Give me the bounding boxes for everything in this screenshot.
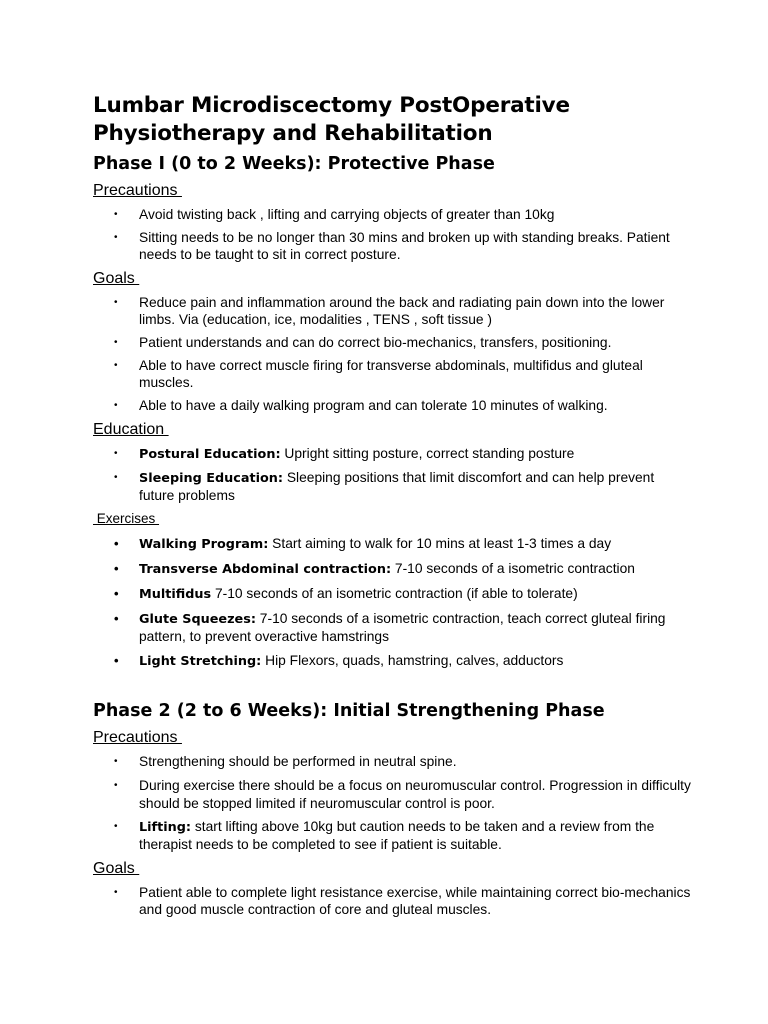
phase-1-goals-heading: Goals [93,270,140,287]
phase-1-exercises-heading: Exercises [93,511,160,526]
bullet-icon: • [114,472,118,483]
bullet-icon: • [114,297,118,308]
list-item: • Light Stretching: Hip Flexors, quads, hamstring, calves, adductors [114,653,564,669]
item-label: Walking Program: [139,537,269,552]
item-label: Lifting: [139,820,191,835]
bullet-icon: • [114,653,119,668]
list-item: • Strengthening should be performed in neutral spine. [114,754,457,769]
phase-2-goals-list [93,884,693,918]
phase-1-education-heading: Education [93,421,169,438]
document-body [93,92,693,918]
item-label: Light Stretching: [139,654,262,669]
bullet-icon: • [114,337,118,348]
bullet-icon: • [114,360,118,371]
phase-1-precautions-heading: Precautions [93,182,182,199]
phase-1-goals-list [93,294,693,414]
phase-1-heading: Phase I (0 to 2 Weeks): Protective Phase [93,154,495,174]
list-item: • Avoid twisting back , lifting and carrying objects of greater than 10kg [114,207,555,222]
list-item: • Glute Squeezes: 7-10 seconds of a isometric contraction, teach correct gluteal firing pattern, to prevent overactive hamstrings [114,611,666,644]
item-label: Transverse Abdominal contraction: [139,562,392,577]
phase-2-heading: Phase 2 (2 to 6 Weeks): Initial Strengthening Phase [93,701,605,721]
list-item: • Walking Program: Start aiming to walk for 10 mins at least 1-3 times a day [114,536,612,552]
item-label: Multifidus [139,587,212,602]
document-title: Lumbar Microdiscectomy PostOperative Physiotherapy and Rehabilitation [93,93,570,146]
bullet-icon: • [114,586,119,601]
list-item: • Able to have a daily walking program and can tolerate 10 minutes of walking. [114,398,608,413]
bullet-icon: • [114,561,119,576]
list-item: • During exercise there should be a focus on neuromuscular control. Progression in difficulty should be stopped limited if neuromuscular control is poor. [114,778,691,811]
phase-2-goals-heading: Goals [93,860,140,877]
bullet-icon: • [114,448,118,459]
list-item: • Reduce pain and inflammation around the back and radiating pain down into the lower limbs. Via (education, ice, modalities , TENS , soft tissue ) [114,295,665,327]
phase-1-exercises-list [93,535,693,670]
bullet-icon: • [114,756,118,767]
item-label: Glute Squeezes: [139,612,256,627]
list-item: • Sitting needs to be no longer than 30 mins and broken up with standing breaks. Patient needs to be taught to sit in correct posture. [114,230,670,262]
phase-1-education-list [93,445,693,504]
bullet-icon: • [114,400,118,411]
list-item: • Patient able to complete light resistance exercise, while maintaining correct bio-mechanics and good muscle contraction of core and gluteal muscles. [114,885,691,917]
bullet-icon: • [114,821,118,832]
list-item: • Transverse Abdominal contraction: 7-10 seconds of a isometric contraction [114,561,635,577]
phase-2-precautions-heading: Precautions [93,729,182,746]
phase-2-precautions-list [93,753,693,853]
list-item: • Multifidus 7-10 seconds of an isometric contraction (if able to tolerate) [114,586,578,602]
item-label: Sleeping Education: [139,471,283,486]
list-item: • Lifting: start lifting above 10kg but caution needs to be taken and a review from the therapist needs to be completed to see if patient is suitable. [114,819,655,852]
bullet-icon: • [114,887,118,898]
bullet-icon: • [114,536,119,551]
bullet-icon: • [114,232,118,243]
list-item: • Patient understands and can do correct bio-mechanics, transfers, positioning. [114,335,612,350]
phase-1-precautions-list [93,206,693,263]
item-label: Postural Education: [139,447,281,462]
list-item: • Able to have correct muscle firing for transverse abdominals, multifidus and gluteal muscles. [114,358,643,390]
bullet-icon: • [114,209,118,220]
bullet-icon: • [114,611,119,626]
list-item: • Sleeping Education: Sleeping positions that limit discomfort and can help prevent future problems [114,470,655,503]
bullet-icon: • [114,780,118,791]
list-item: • Postural Education: Upright sitting posture, correct standing posture [114,446,575,462]
